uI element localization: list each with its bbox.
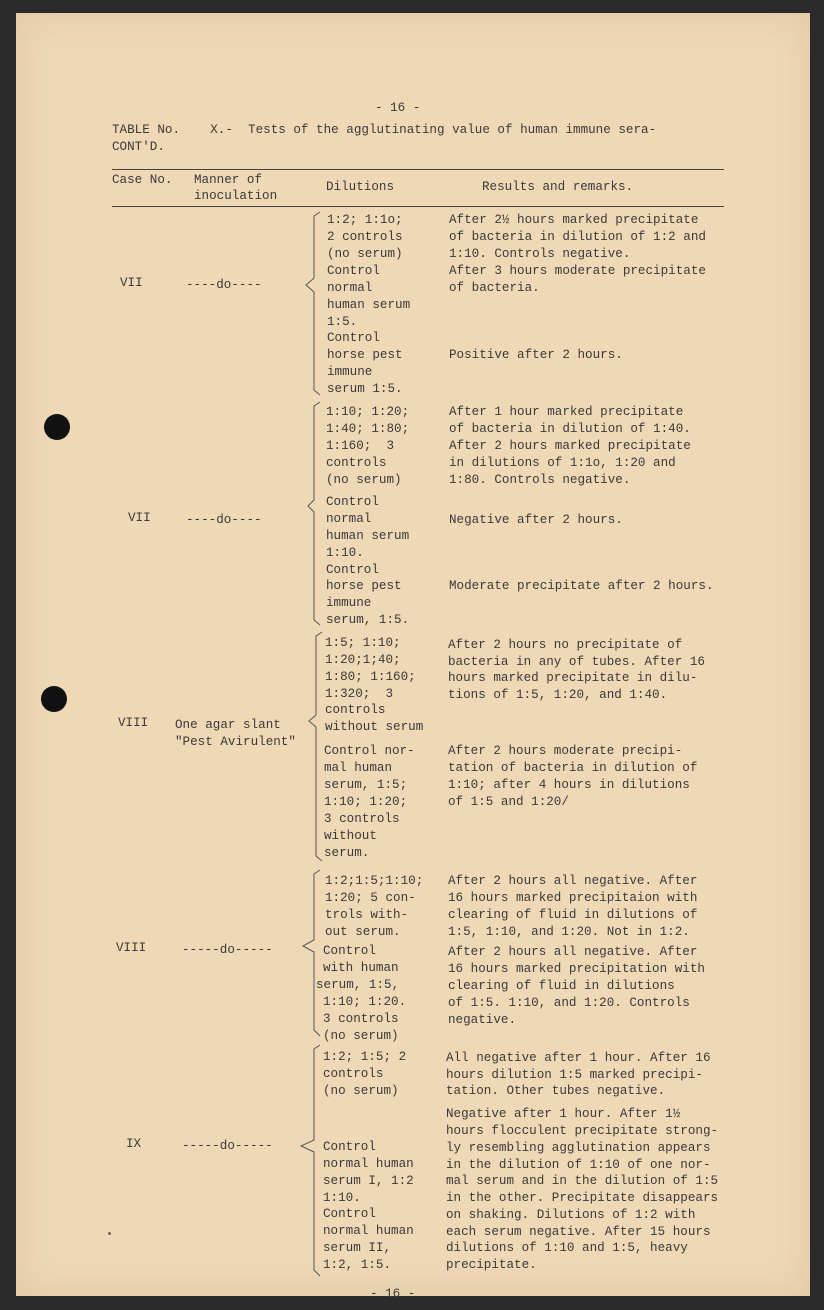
case-number: IX (126, 1137, 142, 1151)
column-header-manner-2: inoculation (194, 189, 278, 203)
manner-of-inoculation: -----do----- (182, 943, 273, 957)
case-number: VIII (116, 941, 147, 955)
table-title-line-2: CONT'D. (112, 140, 165, 154)
manner-of-inoculation: ----do---- (186, 513, 262, 527)
case-number: VII (120, 276, 143, 290)
case-number: VIII (118, 716, 149, 730)
table-title-line-1: TABLE No. X.- Tests of the agglutinating value of human immune sera- (112, 123, 657, 137)
column-header-dilutions: Dilutions (326, 180, 395, 194)
case-number: VII (128, 511, 151, 525)
page-number: - 16 - (375, 101, 421, 115)
manner-of-inoculation: One agar slant (175, 718, 281, 732)
column-header-case: Case No. (112, 173, 173, 187)
manner-of-inoculation: -----do----- (182, 1139, 273, 1153)
manner-of-inoculation: ----do---- (186, 278, 262, 292)
column-header-results: Results and remarks. (482, 180, 634, 194)
manner-of-inoculation: "Pest Avirulent" (175, 735, 296, 749)
footer-page-number: - 16 - (370, 1287, 416, 1301)
column-header-manner-1: Manner of (194, 173, 263, 187)
